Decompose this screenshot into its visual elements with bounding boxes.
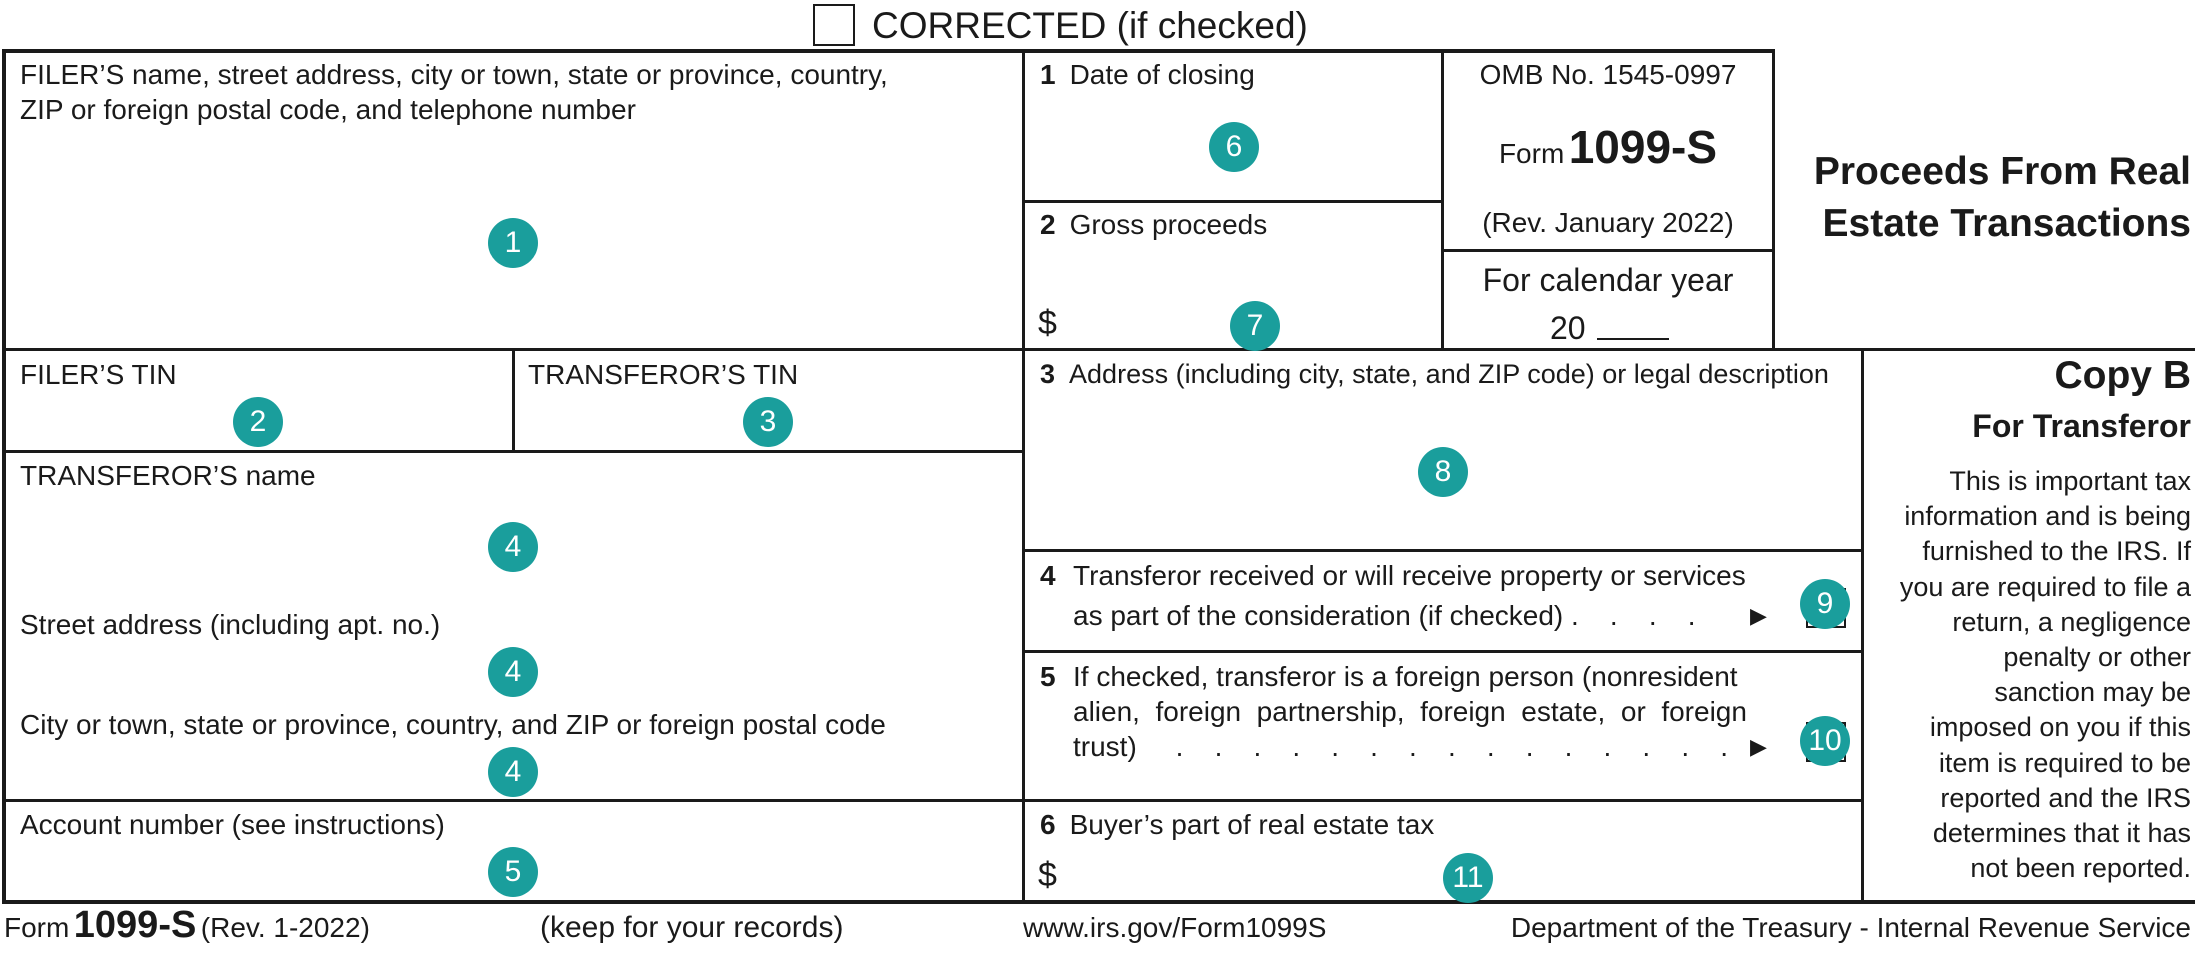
notice-line: reported and the IRS xyxy=(1940,782,2191,813)
box4-line2: as part of the consideration (if checked) . . . . xyxy=(1073,600,1696,631)
box5-number: 5 xyxy=(1040,661,1056,692)
footer-revision: (Rev. 1-2022) xyxy=(200,912,370,943)
box4-line1: Transferor received or will receive property or services xyxy=(1073,560,1746,591)
outer-left-line xyxy=(2,49,6,904)
box2-label xyxy=(1040,207,1267,242)
transferor-tin-marker[interactable]: 3 xyxy=(743,397,793,447)
form-number: 1099-S xyxy=(1568,121,1718,173)
notice-line: information and is being xyxy=(1904,501,2191,532)
form-word: Form xyxy=(1498,138,1565,169)
line-formid-calendar xyxy=(1441,249,1774,252)
transferor-tin-label: TRANSFEROR’S TIN xyxy=(528,359,799,390)
notice-line: determines that it has xyxy=(1932,818,2191,849)
footer-url[interactable]: www.irs.gov/Form1099S xyxy=(1023,912,1327,943)
box6-number: 6 xyxy=(1040,809,1056,840)
city-label: City or town, state or province, country, and ZIP or foreign postal code xyxy=(20,709,886,740)
form-title-heading xyxy=(1814,146,2191,250)
box2-text: Gross proceeds xyxy=(1069,209,1268,240)
line-tin-name xyxy=(2,450,1024,453)
box1-marker[interactable]: 6 xyxy=(1209,122,1259,172)
calendar-year-label: For calendar year xyxy=(1482,262,1734,298)
notice-line: penalty or other xyxy=(2003,642,2191,673)
filer-tin-label: FILER’S TIN xyxy=(20,359,177,390)
notice-line: you are required to file a xyxy=(1899,571,2191,602)
box6-text: Buyer’s part of real estate tax xyxy=(1069,809,1435,840)
line-city-account xyxy=(2,799,1024,802)
footer-form-word: Form xyxy=(4,912,70,943)
box6-marker[interactable]: 11 xyxy=(1443,853,1493,903)
line-box3-box4 xyxy=(1022,549,1864,552)
title-line2: Estate Transactions xyxy=(1822,202,2191,245)
box4-arrow: ▶ xyxy=(1750,603,1767,628)
box4-marker[interactable]: 9 xyxy=(1800,579,1850,629)
row-line-tin xyxy=(2,348,2195,351)
notice-line: This is important tax xyxy=(1949,466,2191,496)
notice-line: return, a negligence xyxy=(1952,606,2191,637)
notice-line: imposed on you if this xyxy=(1929,712,2191,743)
footer-form-number: 1099-S xyxy=(73,904,197,946)
notice-line: item is required to be xyxy=(1938,747,2191,778)
street-address-label: Street address (including apt. no.) xyxy=(20,609,441,640)
footer-form-id xyxy=(4,905,370,953)
box1-label xyxy=(1040,57,1255,92)
filer-tin-marker[interactable]: 2 xyxy=(233,397,283,447)
box4-number: 4 xyxy=(1040,560,1056,591)
box6-currency: $ xyxy=(1038,856,1057,894)
outer-bottom-line xyxy=(2,900,2195,904)
omb-number: OMB No. 1545-0997 xyxy=(1479,59,1737,90)
box3-marker[interactable]: 8 xyxy=(1418,447,1468,497)
box2-currency: $ xyxy=(1038,304,1057,342)
transferor-name-label: TRANSFEROR’S name xyxy=(20,460,316,491)
box1-text: Date of closing xyxy=(1069,59,1255,90)
line-box4-box5 xyxy=(1022,650,1864,653)
box2-number: 2 xyxy=(1040,209,1056,240)
notice-line: sanction may be xyxy=(1994,677,2191,708)
footer-keep-records: (keep for your records) xyxy=(540,911,844,944)
box3-text: Address (including city, state, and ZIP code) or legal description xyxy=(1069,359,1829,389)
form-revision: (Rev. January 2022) xyxy=(1482,207,1734,238)
box5-marker[interactable]: 10 xyxy=(1800,716,1850,766)
filer-info-label-line1: FILER’S name, street address, city or town, state or province, country, xyxy=(20,59,888,90)
city-marker[interactable]: 4 xyxy=(488,747,538,797)
box5-line3: trust) . . . . . . . . . . . . . . . xyxy=(1073,731,1729,762)
title-line1: Proceeds From Real xyxy=(1813,150,2191,193)
col-line-copy xyxy=(1861,348,1864,904)
corrected-checkbox[interactable] xyxy=(813,4,855,46)
calendar-year-prefix: 20 xyxy=(1550,310,1586,346)
box5-line2: alien, foreign partnership, foreign estate, or foreign xyxy=(1073,696,1747,727)
filer-info-label-line2: ZIP or foreign postal code, and telephone number xyxy=(20,94,636,125)
street-address-marker[interactable]: 4 xyxy=(488,647,538,697)
form-title xyxy=(1444,120,1772,174)
footer-department: Department of the Treasury - Internal Revenue Service xyxy=(1510,912,2191,943)
corrected-label: CORRECTED (if checked) xyxy=(872,5,1308,46)
filer-info-marker[interactable]: 1 xyxy=(488,218,538,268)
notice-line: furnished to the IRS. If xyxy=(1922,536,2191,567)
line-box5-box6 xyxy=(1022,799,1864,802)
box1-number: 1 xyxy=(1040,59,1056,90)
transferor-name-marker[interactable]: 4 xyxy=(488,522,538,572)
col-line-middle xyxy=(1022,49,1025,904)
box3-label xyxy=(1040,357,1829,392)
box5-arrow: ▶ xyxy=(1750,734,1767,759)
col-line-tins xyxy=(512,348,515,452)
copy-title: Copy B xyxy=(2054,354,2191,397)
box3-number: 3 xyxy=(1040,359,1056,389)
box2-marker[interactable]: 7 xyxy=(1230,301,1280,351)
box6-label xyxy=(1040,807,1434,842)
box5-line1: If checked, transferor is a foreign person (nonresident xyxy=(1073,661,1738,692)
account-number-label: Account number (see instructions) xyxy=(20,809,445,840)
notice-line: not been reported. xyxy=(1970,853,2191,884)
copy-notice xyxy=(1900,464,2191,886)
line-box1-box2 xyxy=(1022,200,1443,203)
copy-subtitle: For Transferor xyxy=(1972,408,2191,444)
account-number-marker[interactable]: 5 xyxy=(488,847,538,897)
calendar-year-blank[interactable] xyxy=(1597,338,1669,340)
outer-top-line xyxy=(2,49,1775,53)
col-line-formid-right xyxy=(1772,49,1775,351)
